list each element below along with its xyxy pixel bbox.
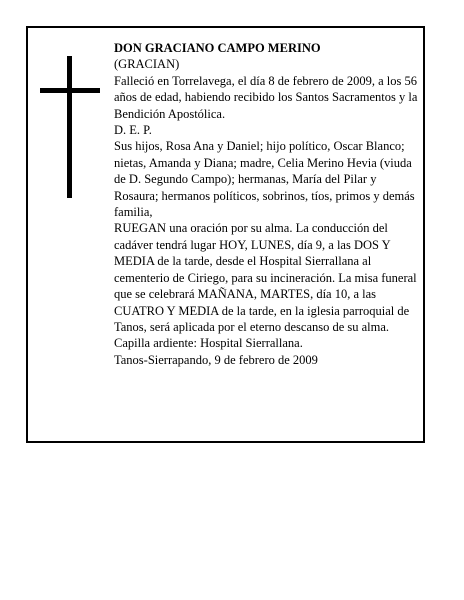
deceased-nickname: (GRACIAN) [114, 57, 180, 72]
notice-body [114, 40, 420, 368]
request-verb: RUEGAN [114, 221, 167, 236]
obituary-notice [26, 26, 425, 443]
request-details: una oración por su alma. La conducción del cadáver tendrá lugar HOY, LUNES, día 9, a las DOS Y MEDIA de la tarde, desde el Hospital Sierrallana al cementerio de Ciriego, para su incineración. La misa funeral que se celebrará MAÑANA, MARTES, día 10, a las CUATRO Y MEDIA de la tarde, en la iglesia parroquial de Tanos, será aplicada por el eterno descanso de su alma. Capilla ardiente: Hospital Sierrallana. [114, 221, 417, 351]
dep-line: D. E. P. [114, 123, 152, 138]
cross-vertical-bar [67, 56, 72, 198]
deceased-name: DON GRACIANO CAMPO MERINO [114, 41, 321, 55]
latin-cross-icon [40, 56, 100, 198]
death-statement: Falleció en Torrelavega, el día 8 de febrero de 2009, a los 56 años de edad, habiendo recibido los Santos Sacramentos y la Bendición Apostólica. [114, 73, 418, 121]
funeral-request [114, 220, 420, 351]
cross-horizontal-bar [40, 88, 100, 93]
place-and-date: Tanos-Sierrapando, 9 de febrero de 2009 [114, 352, 318, 367]
family-list: Sus hijos, Rosa Ana y Daniel; hijo político, Oscar Blanco; nietas, Amanda y Diana; madre, Celia Merino Hevia (viuda de D. Segundo Campo); hermanas, María del Pilar y Rosaura; hermanos políticos, sobrinos, tíos, primos y demás familia, [114, 139, 415, 220]
